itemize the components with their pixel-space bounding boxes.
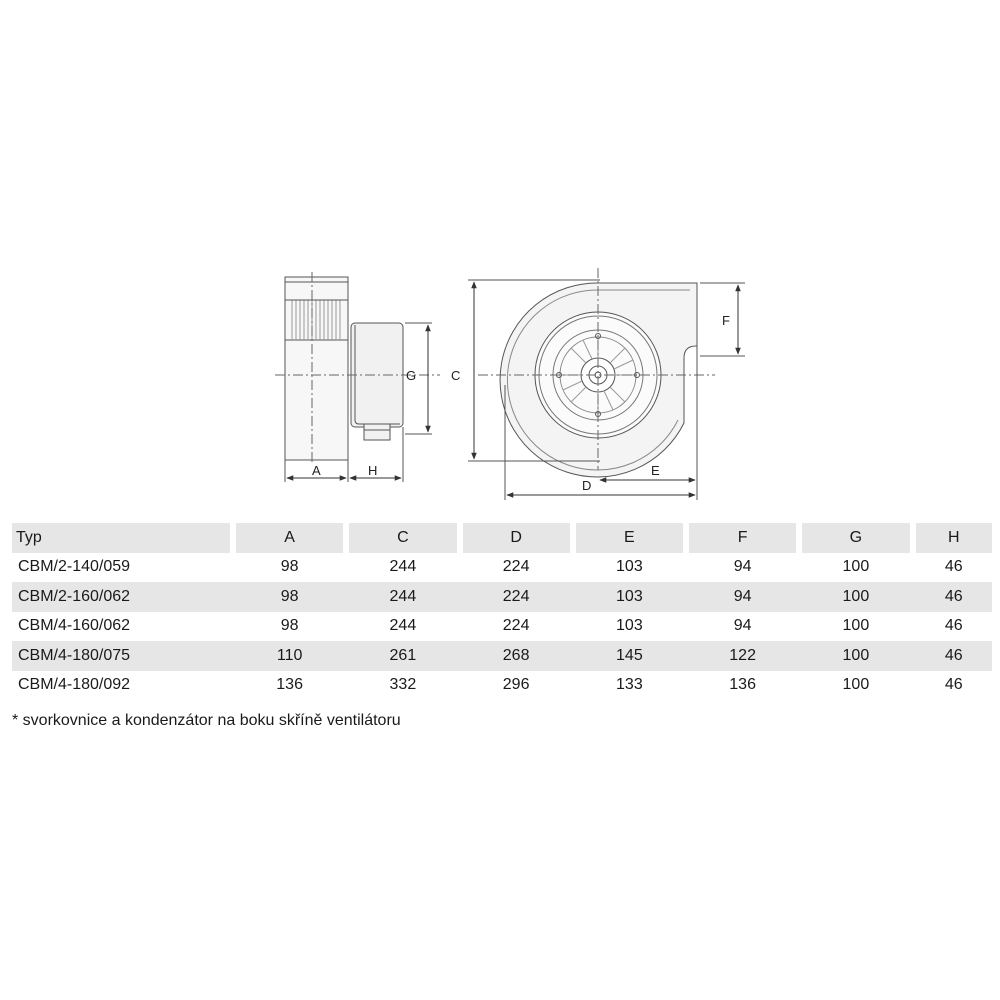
column-header: F [683,523,796,553]
column-header: E [570,523,683,553]
table-cell: 103 [616,617,643,635]
table-row [12,612,992,642]
table-cell: 244 [343,582,456,612]
dimension-label-e: E [651,463,660,478]
table-cell: 268 [457,641,570,671]
table-cell: 46 [944,617,963,635]
column-header: Typ [12,523,230,553]
table-cell: 136 [276,676,303,694]
table-cell: 46 [944,558,963,576]
table-cell: 94 [733,558,752,576]
table-cell: CBM/2-160/062 [12,582,230,612]
dimension-label-g: G [406,368,417,383]
table-row [12,671,992,701]
table-row [12,641,992,671]
column-header: C [343,523,456,553]
dimension-label-a: A [312,463,321,478]
table-cell: 46 [944,676,963,694]
dimensions-table [12,523,992,700]
table-cell: 136 [729,676,756,694]
table-cell: 100 [842,558,870,576]
table-cell: CBM/4-180/075 [12,641,230,671]
table-cell: 103 [570,582,683,612]
table-cell: 332 [389,676,417,694]
table-header-row [12,523,992,553]
table-cell: 94 [683,582,796,612]
table-cell: 100 [796,582,909,612]
table-cell: 98 [280,617,299,635]
table-cell: 224 [502,617,530,635]
table-cell: 100 [796,641,909,671]
table-cell: 110 [230,641,343,671]
table-cell: 244 [389,558,417,576]
column-header: A [230,523,343,553]
dimension-label-h: H [368,463,378,478]
dimension-label-c: C [451,368,461,383]
table-cell: 296 [502,676,530,694]
table-cell: 244 [389,617,417,635]
table-cell: 224 [502,558,530,576]
column-header: D [457,523,570,553]
dimension-label-d: D [582,478,592,493]
table-row [12,553,992,583]
table-cell: 261 [343,641,456,671]
front-view [468,268,745,500]
footnote: * svorkovnice a kondenzátor na boku skříně ventilátoru [12,712,401,729]
table-cell: 100 [842,676,870,694]
table-cell: 145 [570,641,683,671]
column-header: H [910,523,993,553]
table-cell: 94 [733,617,752,635]
table-cell: 100 [842,617,870,635]
table-cell: 46 [910,641,993,671]
table-cell: 98 [230,582,343,612]
table-cell: CBM/4-160/062 [18,617,131,635]
table-cell: 122 [683,641,796,671]
table-cell: 224 [457,582,570,612]
table-cell: 133 [616,676,643,694]
table-cell: CBM/2-140/059 [18,558,131,576]
table-cell: 103 [616,558,643,576]
table-cell: 46 [910,582,993,612]
table-cell: 98 [280,558,299,576]
table-cell: CBM/4-180/092 [18,676,131,694]
dimension-label-f: F [722,313,730,328]
column-header: G [796,523,909,553]
table-row [12,582,992,612]
